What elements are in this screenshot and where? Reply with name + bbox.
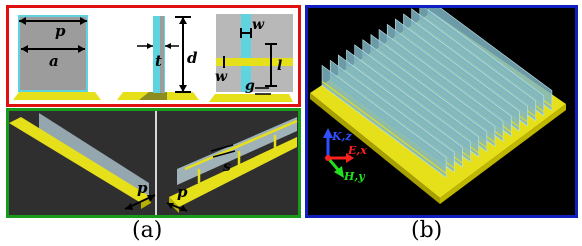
label-l: l [277,58,283,74]
label-w-top: w [252,17,265,33]
label-a: a [49,52,59,70]
t-arrowhead-left [147,43,153,49]
left-p-arrowhead-a [125,203,133,210]
h-axis-label: H,y [344,170,365,183]
right-perspective [167,117,297,213]
k-axis-label: K,z [332,130,352,143]
label-g: g [245,78,255,94]
right-label-p: p [177,183,188,201]
side-view [117,16,199,100]
d-arrowhead-top [179,17,187,24]
left-label-p: p [137,179,148,197]
right-label-s: s [223,159,231,175]
detail-substrate [209,94,293,102]
label-t: t [155,52,162,70]
label-p: p [55,22,66,40]
front-view [13,16,101,100]
caption-b: (b) [411,218,443,243]
metasurface-array-diagram [308,8,575,215]
left-substrate-top [9,117,151,203]
unit-cell-views-panel [6,5,301,107]
d-arrowhead-bottom [179,85,187,92]
metasurface-array-panel [305,5,578,218]
left-perspective [9,113,155,210]
unit-cell-views-diagram [9,8,298,104]
label-w-left: w [215,69,228,85]
perspective-views-diagram [9,111,298,215]
e-axis-label: E,x [348,144,367,157]
caption-a: (a) [132,218,163,243]
detail-view [209,14,293,102]
t-arrowhead-right [165,43,171,49]
perspective-views-panel [6,108,301,218]
axes-origin [325,155,331,161]
label-d: d [187,49,198,67]
front-substrate [13,92,101,100]
